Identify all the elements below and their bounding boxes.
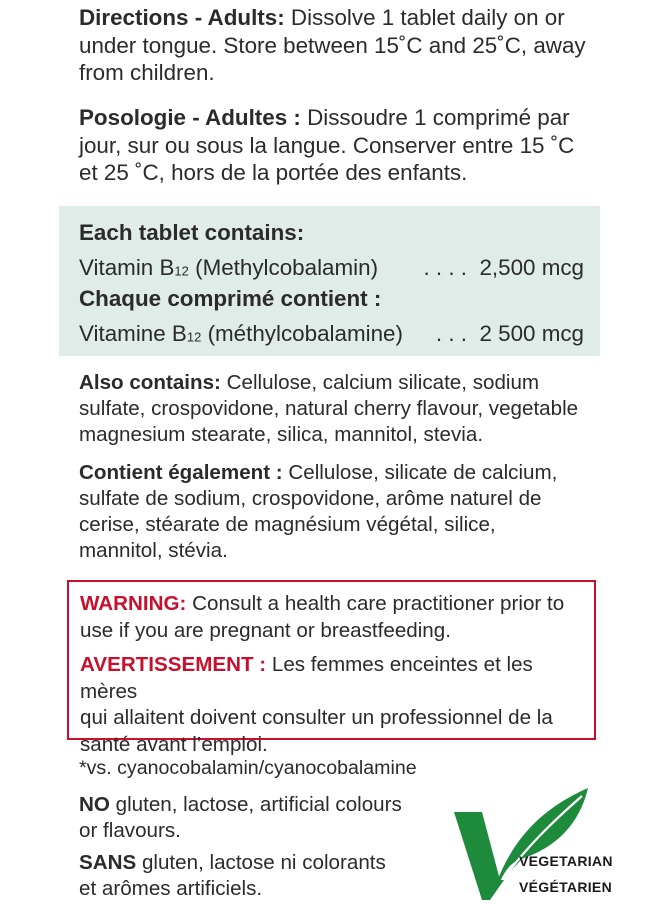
ingredient-en-amount-row (423, 255, 584, 281)
directions-en-line: from children. (79, 60, 215, 85)
ingredient-fr-name: Vitamine B (79, 321, 187, 346)
directions-fr-label: Posologie - Adultes : (79, 105, 301, 130)
warning-en-line: use if you are pregnant or breastfeeding. (80, 618, 451, 642)
free-from-en-line: gluten, lactose, artificial colours (115, 793, 402, 816)
also-contains-fr-label: Contient également : (79, 461, 283, 484)
warning-fr (80, 652, 592, 758)
directions-fr-line: et 25 ˚C, hors de la portée des enfants. (79, 160, 468, 185)
non-medicinal-en (79, 370, 599, 448)
free-from-en-line: or flavours. (79, 819, 181, 842)
free-from-fr-label: SANS (79, 851, 137, 874)
medicinal-ingredients-box (59, 206, 600, 356)
ingredient-fr-amount: 2 500 mcg (479, 321, 584, 346)
free-from-fr-line: gluten, lactose ni colorants (141, 851, 386, 874)
free-from-en-label: NO (79, 793, 110, 816)
directions-en-line: Dissolve 1 tablet daily on or (290, 5, 565, 30)
ingredient-en-subscript: 12 (174, 263, 189, 279)
ingredient-en (79, 255, 378, 281)
leader-dots: . . . (435, 321, 467, 346)
directions-fr-line: jour, sur ou sous la langue. Conserver entre 15 ˚C (79, 132, 575, 158)
also-contains-fr-line: sulfate de sodium, crospovidone, arôme naturel de (79, 487, 542, 510)
ingredient-en-name: Vitamin B (79, 255, 175, 280)
directions-en (79, 4, 599, 87)
also-contains-en-line: Cellulose, calcium silicate, sodium (226, 371, 540, 394)
badge-vegetarian-en: VEGETARIAN (519, 853, 613, 869)
directions-fr-line: Dissoudre 1 comprimé par (307, 105, 570, 130)
warning-en (80, 591, 592, 644)
also-contains-en-label: Also contains: (79, 371, 221, 394)
warning-fr-line: santé avant l’emploi. (80, 732, 268, 756)
warning-fr-line: qui allaitent doivent consulter un professionnel de la (80, 706, 553, 729)
directions-en-label: Directions - Adults: (79, 5, 285, 30)
footnote: *vs. cyanocobalamin/cyanocobalamine (79, 757, 417, 779)
free-from-fr-line: et arômes artificiels. (79, 877, 263, 900)
directions-en-line: under tongue. Store between 15˚C and 25˚C, away (79, 32, 586, 58)
free-from-en (79, 792, 402, 844)
also-contains-en-line: magnesium stearate, silica, mannitol, stevia. (79, 423, 484, 446)
leader-dots: . . . . (423, 255, 467, 280)
warning-fr-line: Les femmes enceintes et les mères (80, 653, 533, 703)
free-from-fr (79, 850, 386, 902)
directions-fr (79, 104, 599, 187)
also-contains-fr-line: mannitol, stévia. (79, 539, 228, 562)
ingredient-fr (79, 321, 403, 347)
also-contains-fr-line: cerise, stéarate de magnésium végétal, silice, (79, 513, 496, 536)
also-contains-fr-line: Cellulose, silicate de calcium, (288, 461, 558, 484)
ingredient-en-detail: (Methylcobalamin) (195, 255, 379, 280)
non-medicinal-fr (79, 460, 599, 564)
ingredient-en-amount: 2,500 mcg (479, 255, 584, 280)
warning-en-line: Consult a health care practitioner prior to (192, 592, 565, 615)
contains-fr-title: Chaque comprimé contient : (79, 286, 382, 311)
also-contains-en-line: sulfate, crospovidone, natural cherry flavour, vegetable (79, 397, 579, 420)
ingredient-fr-subscript: 12 (186, 329, 202, 345)
warning-box (67, 580, 596, 756)
warning-fr-label: AVERTISSEMENT : (80, 653, 267, 676)
warning-en-label: WARNING: (80, 592, 187, 615)
contains-en-title: Each tablet contains: (79, 220, 305, 245)
badge-vegetarian-fr: VÉGÉTARIEN (519, 879, 612, 895)
ingredient-fr-detail: (méthylcobalamine) (207, 321, 403, 346)
ingredient-fr-amount-row (436, 321, 584, 347)
